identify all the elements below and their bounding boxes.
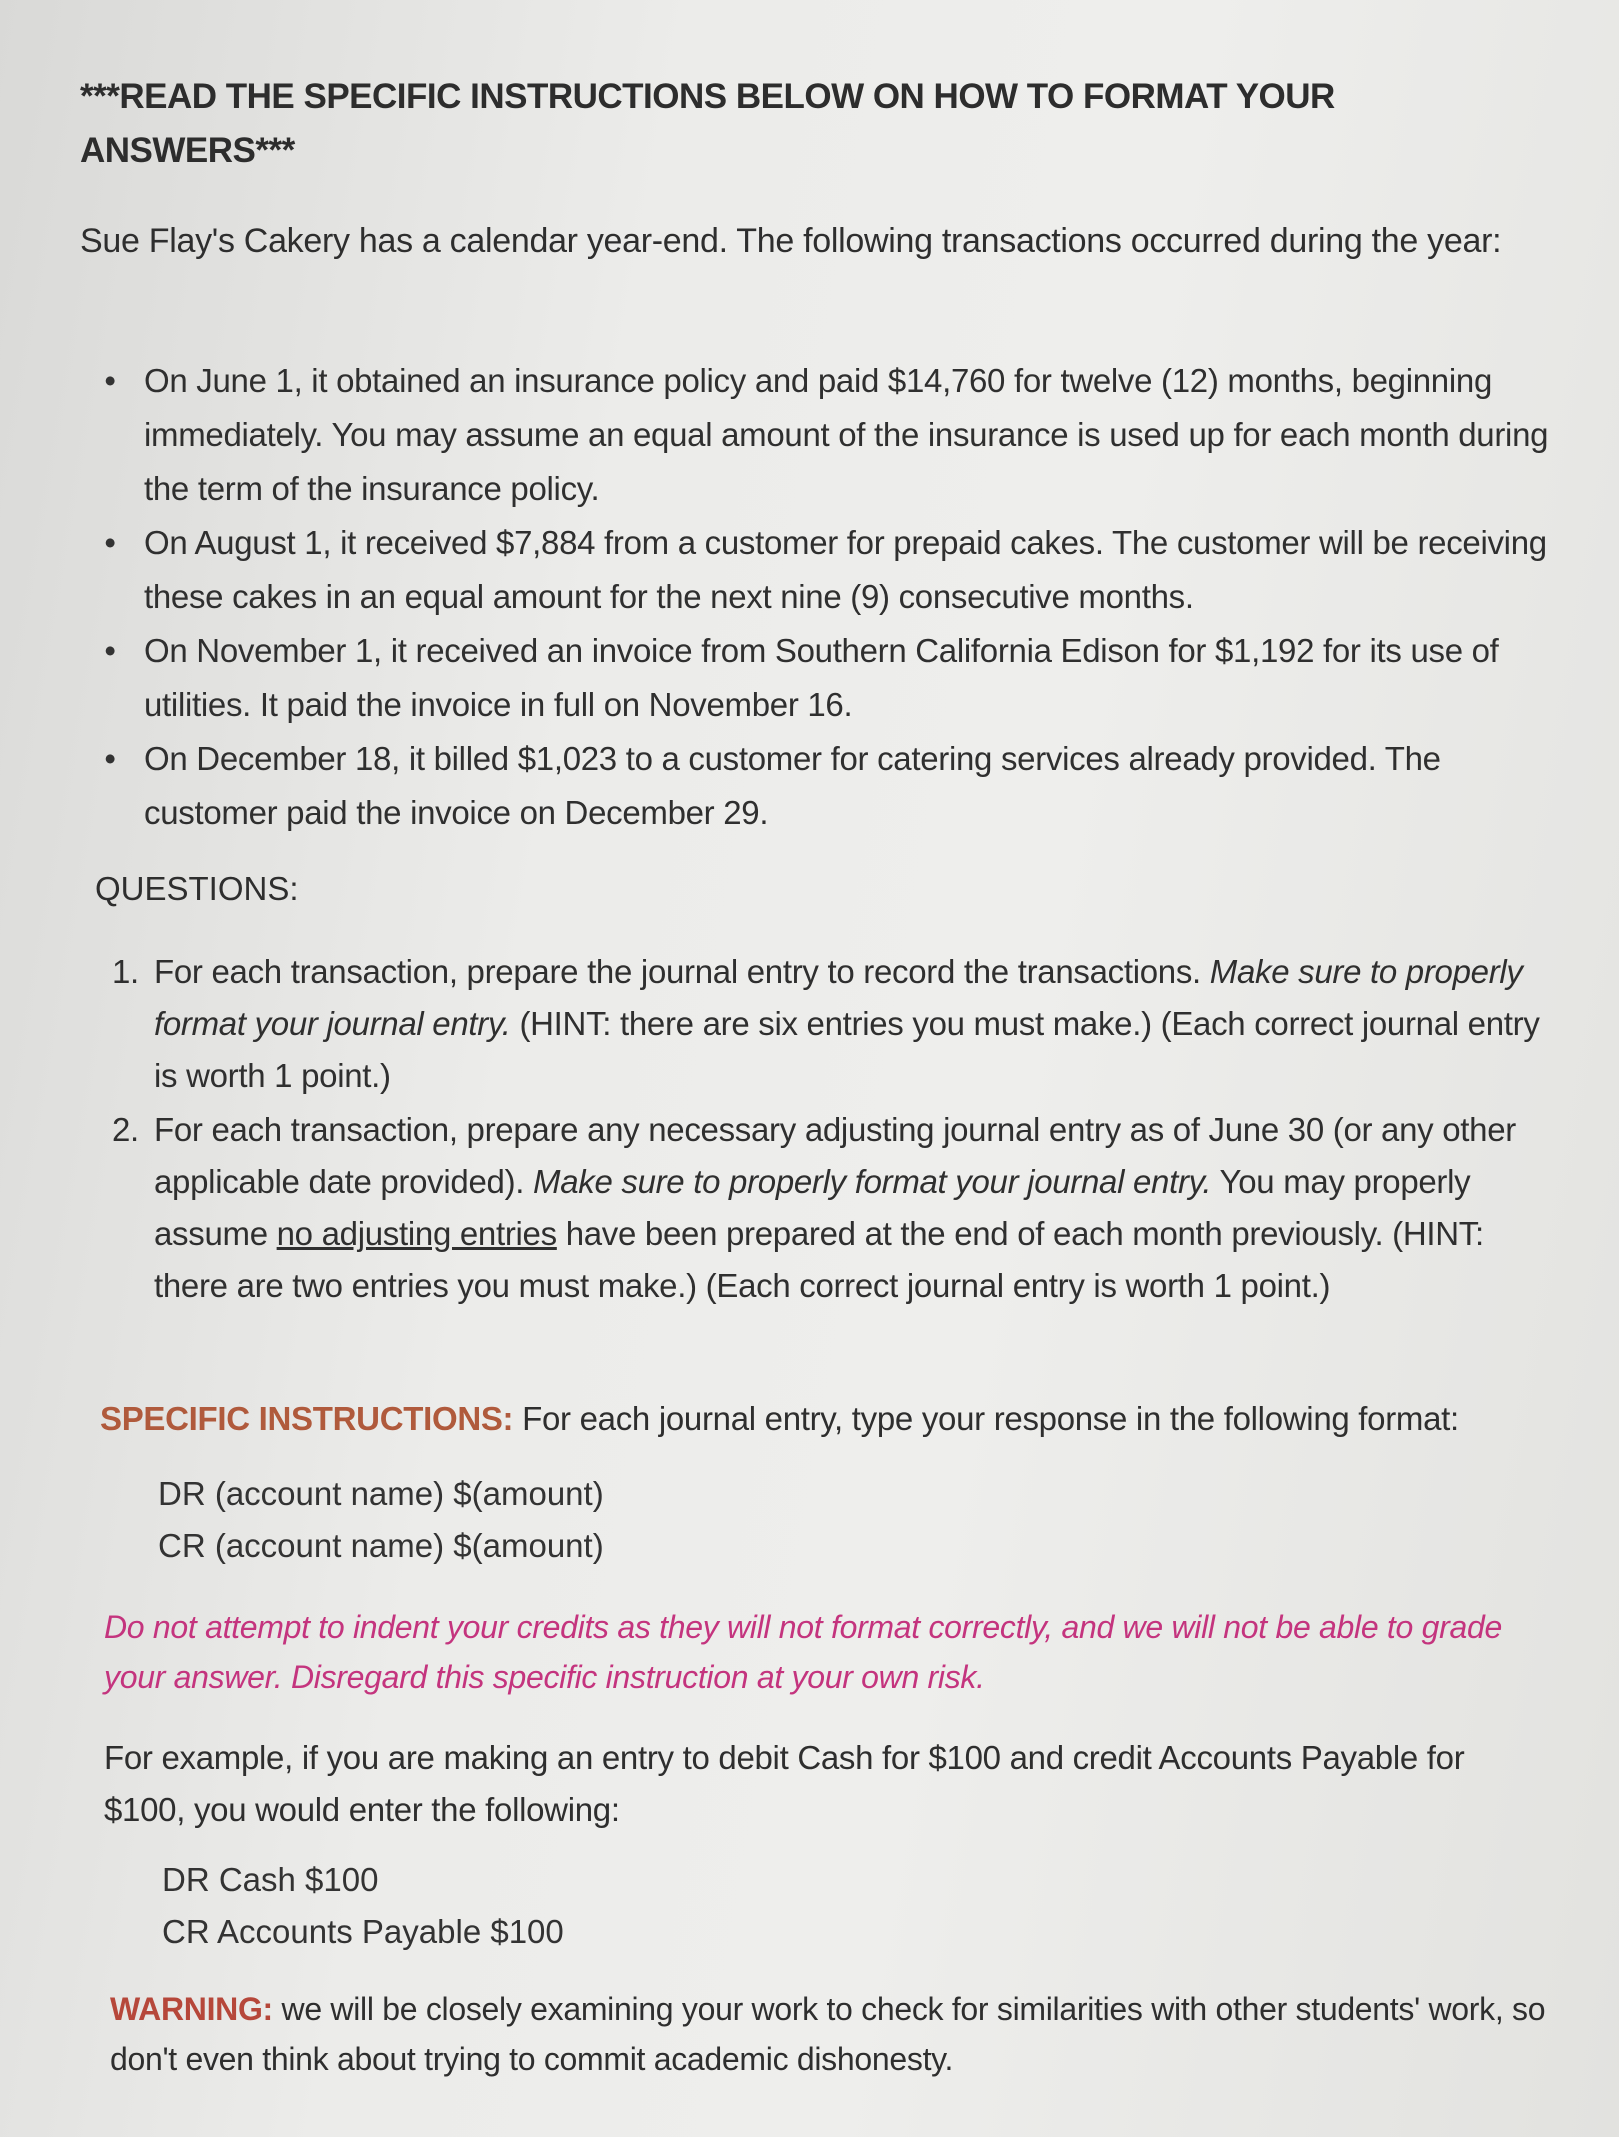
bullet-icon: • <box>104 362 116 399</box>
question-text: You may properly assume <box>154 1163 1471 1252</box>
transaction-list <box>100 354 1560 840</box>
transaction-text: On August 1, it received $7,884 from a customer for prepaid cakes. The customer will be receiving these cakes in an equal amount for the next nine (9) consecutive months. <box>144 524 1547 615</box>
academic-warning <box>110 1984 1550 2084</box>
question-number: 2. <box>112 1111 139 1148</box>
list-item <box>100 732 1560 840</box>
page-heading <box>80 70 1440 178</box>
question-underlined-text: no adjusting entries <box>276 1215 557 1252</box>
transaction-text: On June 1, it obtained an insurance policy and paid $14,760 for twelve (12) months, beginning immediately. You may assume an equal amount of the insurance is used up for each month during the term of the insurance policy. <box>144 362 1549 507</box>
specific-instructions <box>100 1392 1560 1446</box>
list-item <box>100 624 1560 732</box>
question-text: For each transaction, prepare any necessary adjusting journal entry as of June 30 (or any other applicable date provided). <box>154 1111 1516 1200</box>
transaction-text: On December 18, it billed $1,023 to a customer for catering services already provided. The customer paid the invoice on December 29. <box>144 740 1441 831</box>
list-item <box>100 516 1560 624</box>
questions-heading: QUESTIONS: <box>95 870 299 907</box>
example-credit-line: CR Accounts Payable $100 <box>162 1913 564 1950</box>
format-credit-line: CR (account name) $(amount) <box>158 1527 604 1564</box>
question-italic-note: Make sure to properly format your journal entry. <box>154 953 1523 1042</box>
question-item-1 <box>112 946 1552 1102</box>
bullet-icon: • <box>104 524 116 561</box>
question-number: 1. <box>112 953 139 990</box>
specific-instructions-label: SPECIFIC INSTRUCTIONS: <box>100 1400 514 1437</box>
warning-text: we will be closely examining your work to check for similarities with other students' work, so don't even think about trying to commit academic dishonesty. <box>110 1991 1546 2077</box>
question-text: have been prepared at the end of each month previously. (HINT: there are two entries you must make.) (Each correct journal entry is worth 1 point.) <box>154 1215 1484 1304</box>
question-item-2 <box>112 1104 1552 1312</box>
example-entry <box>162 1854 564 1958</box>
example-paragraph: For example, if you are making an entry to debit Cash for $100 and credit Accounts Payable for $100, you would enter the following: <box>104 1739 1465 1828</box>
question-italic-note: Make sure to properly format your journal entry. <box>533 1163 1212 1200</box>
format-template <box>158 1468 604 1572</box>
question-text: (HINT: there are six entries you must make.) (Each correct journal entry is worth 1 point.) <box>154 1005 1540 1094</box>
intro-paragraph: Sue Flay's Cakery has a calendar year-end. The following transactions occurred during the year: <box>80 222 1502 260</box>
question-list <box>112 946 1552 1312</box>
transaction-text: On November 1, it received an invoice from Southern California Edison for $1,192 for its use of utilities. It paid the invoice in full on November 16. <box>144 632 1499 723</box>
example-debit-line: DR Cash $100 <box>162 1861 379 1898</box>
indent-warning-note: Do not attempt to indent your credits as they will not format correctly, and we will not be able to grade your answer. Disregard this specific instruction at your own risk. <box>104 1609 1502 1695</box>
bullet-icon: • <box>104 632 116 669</box>
specific-instructions-text: For each journal entry, type your response in the following format: <box>513 1400 1459 1437</box>
bullet-icon: • <box>104 740 116 777</box>
heading-line-1: ***READ THE SPECIFIC INSTRUCTIONS BELOW ON HOW TO FORMAT YOUR <box>80 77 1335 116</box>
format-debit-line: DR (account name) $(amount) <box>158 1475 604 1512</box>
question-text: For each transaction, prepare the journal entry to record the transactions. <box>154 953 1210 990</box>
warning-label: WARNING: <box>110 1991 273 2027</box>
heading-line-2: ANSWERS*** <box>80 131 295 170</box>
list-item <box>100 354 1560 516</box>
